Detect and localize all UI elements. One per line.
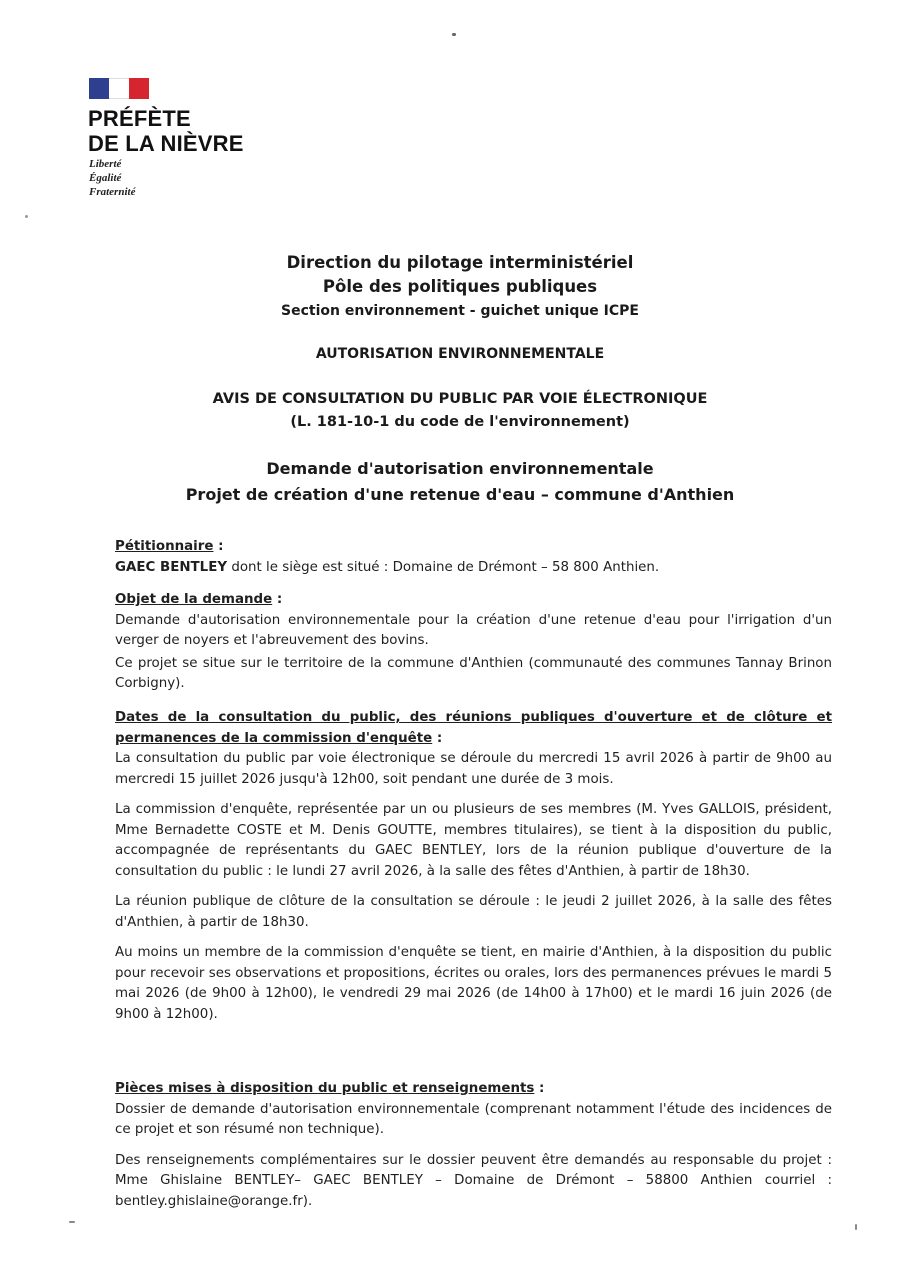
request-object-label: Objet de la demande — [115, 592, 273, 607]
direction-title: Direction du pilotage interministériel — [286, 253, 634, 272]
dates-paragraph-4: Au moins un membre de la commission d'enquête se tient, en mairie d'Anthien, à la disposition du public pour recevoir ses observations et propositions, écrites ou orales, lors des permanences prévues le mardi 5 mai 2026 (de 9h00 à 12h00), le vendredi 29 mai 2026 (de 14h00 à 17h00) et le mardi 16 juin 2026 (de 9h00 à 12h00). — [115, 945, 832, 1022]
documents-section — [115, 1079, 832, 1212]
flag-blue-band — [89, 78, 109, 99]
scan-speck — [855, 1224, 857, 1230]
documents-paragraph-1: Dossier de demande d'autorisation environnementale (comprenant notamment l'étude des incidences de ce projet et son résumé non technique). — [115, 1101, 832, 1137]
dates-paragraph-2: La commission d'enquête, représentée par un ou plusieurs de ses membres (M. Yves GALLOIS, président, Mme Bernadette COSTE et M. Denis GOUTTE, membres titulaires), se tient à la disposition du public, accompagnée de représentants du GAEC BENTLEY, lors de la réunion publique d'ouverture de la consultation du public : le lundi 27 avril 2026, à la salle des fêtes d'Anthien, à partir de 18h30. — [115, 802, 832, 879]
request-object-location: Ce projet se situe sur le territoire de la commune d'Anthien (communauté des communes Tannay Brinon Corbigny). — [115, 655, 832, 691]
label-colon: : — [272, 592, 283, 607]
label-colon: : — [534, 1081, 545, 1096]
dates-section — [115, 708, 832, 1025]
dates-paragraph-3: La réunion publique de clôture de la consultation se déroule : le jeudi 2 juillet 2026, à la salle des fêtes d'Anthien, à partir de 18h30. — [115, 894, 832, 930]
request-object-paragraph: Demande d'autorisation environnementale pour la création d'une retenue d'eau pour l'irrigation d'un verger de noyers et l'abreuvement des bovins. — [115, 612, 832, 648]
request-heading — [150, 456, 770, 508]
label-colon: : — [432, 730, 443, 746]
marianne-flag-logo — [89, 78, 149, 99]
documents-paragraph-2: Des renseignements complémentaires sur le dossier peuvent être demandés au responsable du projet : Mme Ghislaine BENTLEY– GAEC BENTLEY – Domaine de Drémont – 58800 Anthien courriel : bentley.ghislaine@orange.fr). — [115, 1152, 832, 1209]
petitioner-name: GAEC BENTLEY — [115, 559, 228, 575]
documents-label: Pièces mises à disposition du public et renseignements — [115, 1081, 535, 1096]
motto-liberte: Liberté — [89, 158, 122, 170]
petitioner-address: dont le siège est situé : Domaine de Drémont – 58 800 Anthien. — [227, 559, 660, 575]
department-header — [150, 251, 770, 323]
scan-speck — [69, 1221, 75, 1223]
scan-speck — [452, 33, 456, 36]
legal-reference: (L. 181-10-1 du code de l'environnement) — [290, 414, 630, 430]
pole-title: Pôle des politiques publiques — [322, 277, 598, 296]
notice-title: AVIS DE CONSULTATION DU PUBLIC PAR VOIE ÉLECTRONIQUE — [212, 391, 708, 407]
motto-egalite: Égalité — [89, 172, 122, 184]
dates-label: Dates de la consultation du public, des réunions publiques d'ouverture et de clôture et permanences de la commission d'enquête — [115, 710, 832, 746]
motto-fraternite: Fraternité — [89, 186, 136, 198]
petitioner-section — [115, 537, 832, 578]
project-title: Projet de création d'une retenue d'eau – commune d'Anthien — [185, 485, 735, 504]
flag-white-band — [109, 78, 129, 99]
label-colon: : — [213, 539, 224, 554]
prefecture-line-2: DE LA NIÈVRE — [88, 131, 244, 156]
prefecture-name — [88, 106, 244, 156]
authorization-heading: AUTORISATION ENVIRONNEMENTALE — [315, 346, 605, 362]
section-title: Section environnement - guichet unique ICPE — [281, 303, 639, 319]
dates-paragraph-1: La consultation du public par voie électronique se déroule du mercredi 15 avril 2026 à partir de 9h00 au mercredi 15 juillet 2026 jusqu'à 12h00, soit pendant une durée de 3 mois. — [115, 751, 832, 787]
republic-motto — [89, 157, 135, 199]
notice-heading — [150, 388, 770, 434]
petitioner-label: Pétitionnaire — [115, 539, 214, 554]
request-object-section — [115, 590, 832, 695]
request-title: Demande d'autorisation environnementale — [266, 459, 654, 478]
prefecture-line-1: PRÉFÈTE — [88, 106, 191, 131]
scan-speck — [25, 215, 28, 218]
flag-red-band — [129, 78, 149, 99]
